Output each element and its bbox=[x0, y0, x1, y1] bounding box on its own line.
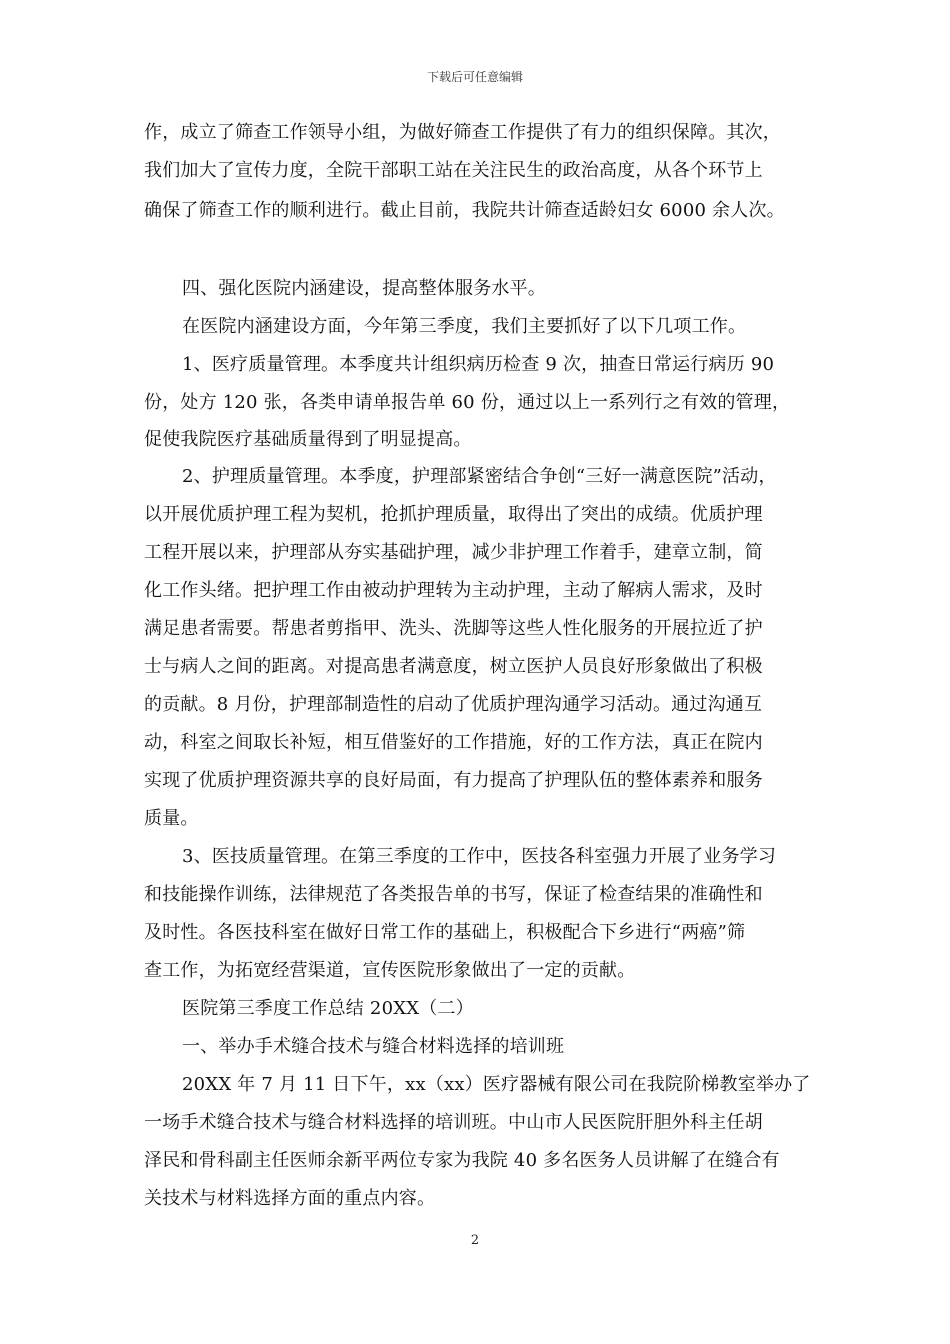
paragraph-line: 及时性。各医技科室在做好日常工作的基础上，积极配合下乡进行“两癌”筛 bbox=[144, 922, 746, 943]
paragraph-line: 1、医疗质量管理。本季度共计组织病历检查 9 次，抽查日常运行病历 90 bbox=[182, 354, 775, 375]
paragraph-line: 确保了筛查工作的顺利进行。截止目前，我院共计筛查适龄妇女 6000 余人次。 bbox=[144, 200, 785, 221]
section-heading: 一、举办手术缝合技术与缝合材料选择的培训班 bbox=[182, 1036, 565, 1057]
paragraph-line: 的贡献。8 月份，护理部制造性的启动了优质护理沟通学习活动。通过沟通互 bbox=[144, 694, 763, 715]
paragraph-line: 作，成立了筛查工作领导小组，为做好筛查工作提供了有力的组织保障。其次， bbox=[144, 122, 781, 143]
paragraph-line: 士与病人之间的距离。对提高患者满意度，树立医护人员良好形象做出了积极 bbox=[144, 656, 763, 677]
paragraph-line: 查工作，为拓宽经营渠道，宣传医院形象做出了一定的贡献。 bbox=[144, 960, 636, 981]
paragraph-line: 化工作头绪。把护理工作由被动护理转为主动护理，主动了解病人需求，及时 bbox=[144, 580, 763, 601]
page-number: 2 bbox=[470, 1233, 480, 1248]
section-heading: 四、强化医院内涵建设，提高整体服务水平。 bbox=[182, 278, 546, 299]
paragraph-line: 实现了优质护理资源共享的良好局面，有力提高了护理队伍的整体素养和服务 bbox=[144, 770, 763, 791]
paragraph-line: 满足患者需要。帮患者剪指甲、洗头、洗脚等这些人性化服务的开展拉近了护 bbox=[144, 618, 763, 639]
paragraph-line: 一场手术缝合技术与缝合材料选择的培训班。中山市人民医院肝胆外科主任胡 bbox=[144, 1112, 763, 1133]
paragraph-line: 我们加大了宣传力度，全院干部职工站在关注民生的政治高度，从各个环节上 bbox=[144, 160, 763, 181]
header-note: 下载后可任意编辑 bbox=[426, 70, 523, 84]
paragraph-line: 动，科室之间取长补短，相互借鉴好的工作措施，好的工作方法，真正在院内 bbox=[144, 732, 763, 753]
paragraph-line: 和技能操作训练，法律规范了各类报告单的书写，保证了检查结果的准确性和 bbox=[144, 884, 763, 905]
paragraph-line: 工程开展以来，护理部从夯实基础护理，减少非护理工作着手，建章立制，简 bbox=[144, 542, 763, 563]
paragraph-line: 促使我院医疗基础质量得到了明显提高。 bbox=[144, 429, 472, 450]
paragraph-line: 泽民和骨科副主任医师余新平两位专家为我院 40 多名医务人员讲解了在缝合有 bbox=[144, 1150, 780, 1171]
paragraph-line: 关技术与材料选择方面的重点内容。 bbox=[144, 1188, 436, 1209]
paragraph-line: 在医院内涵建设方面，今年第三季度，我们主要抓好了以下几项工作。 bbox=[182, 316, 747, 337]
paragraph-line: 质量。 bbox=[144, 808, 199, 829]
paragraph-line: 份，处方 120 张，各类申请单报告单 60 份，通过以上一系列行之有效的管理， bbox=[144, 392, 791, 413]
paragraph-line: 3、医技质量管理。在第三季度的工作中，医技各科室强力开展了业务学习 bbox=[182, 846, 777, 867]
paragraph-line: 以开展优质护理工程为契机，抢抓护理质量，取得出了突出的成绩。优质护理 bbox=[144, 504, 763, 525]
section-title: 医院第三季度工作总结 20XX（二） bbox=[182, 998, 474, 1019]
paragraph-line: 20XX 年 7 月 11 日下午，xx（xx）医疗器械有限公司在我院阶梯教室举办了 bbox=[182, 1074, 811, 1095]
paragraph-line: 2、护理质量管理。本季度，护理部紧密结合争创“三好一满意医院”活动， bbox=[182, 466, 777, 487]
